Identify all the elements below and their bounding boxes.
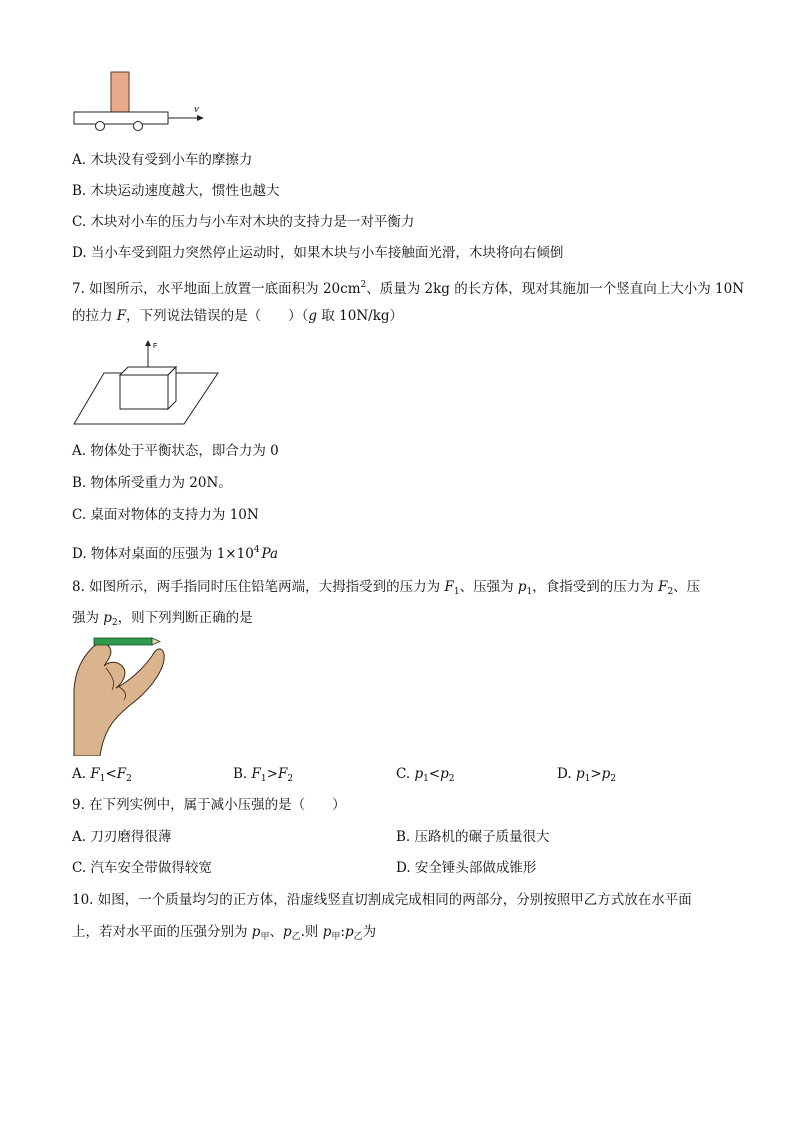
text-run: 8. 如图所示，两手指同时压住铅笔两端，大拇指受到的压力为 bbox=[72, 579, 445, 595]
q6-option-d: D. 当小车受到阻力突然停止运动时，如果木块与小车接触面光滑，木块将向右倾倒 bbox=[72, 245, 564, 261]
text-run: 乙 bbox=[291, 932, 301, 942]
q7-option-c: C. 桌面对物体的支持力为 10N bbox=[72, 507, 259, 523]
text-run: 上，若对水平面的压强分别为 bbox=[72, 924, 252, 940]
q7-stem-2-g: g bbox=[308, 308, 318, 324]
cart-figure bbox=[70, 68, 210, 134]
q7-stem-2a: 的拉力 bbox=[72, 308, 117, 324]
text-run: 1 bbox=[423, 774, 429, 784]
text-run: 2 bbox=[667, 587, 674, 597]
q8-option-b bbox=[233, 765, 293, 788]
text-run: 强为 bbox=[72, 610, 104, 626]
q8-stem-line2 bbox=[72, 609, 253, 632]
text-run: C. bbox=[396, 766, 415, 782]
text-run: F bbox=[90, 766, 100, 782]
text-run: F bbox=[658, 579, 668, 595]
text-run: p bbox=[601, 766, 611, 782]
text-run: p bbox=[344, 924, 354, 940]
text-run: F bbox=[251, 766, 261, 782]
text-run: : bbox=[340, 924, 345, 940]
cart-wheel-left bbox=[96, 122, 105, 131]
box-figure bbox=[72, 338, 222, 428]
q7-stem-1a: 7. 如图所示，水平地面上放置一底面积为 20cm bbox=[72, 281, 361, 297]
hand-pencil-figure bbox=[72, 632, 166, 756]
q8-option-a bbox=[72, 765, 132, 788]
text-run: F bbox=[277, 766, 288, 782]
text-run: p bbox=[575, 766, 585, 782]
cart-body bbox=[74, 112, 168, 124]
q7-option-d-value: 1×10 bbox=[216, 546, 254, 562]
text-run: 1 bbox=[260, 774, 267, 784]
text-run: 、压强为 bbox=[459, 579, 518, 595]
q9-stem: 9. 在下列实例中，属于减小压强的是（ ） bbox=[72, 797, 346, 813]
q7-stem-1b: 、质量为 2kg 的长方体，现对其施加一个竖直向上大小为 10N bbox=[366, 281, 745, 297]
text-run: 为 bbox=[362, 924, 377, 940]
q10-stem-line2 bbox=[72, 923, 376, 946]
text-run: 1 bbox=[453, 587, 460, 597]
text-run: 1 bbox=[526, 587, 533, 597]
pencil-tip bbox=[152, 638, 160, 645]
box-front bbox=[120, 375, 168, 409]
force-arrow-head bbox=[145, 340, 151, 346]
q6-option-a: A. 木块没有受到小车的摩擦力 bbox=[72, 152, 253, 168]
wooden-block bbox=[111, 72, 129, 112]
text-run: 甲 bbox=[331, 932, 341, 942]
q6-option-b: B. 木块运动速度越大，惯性也越大 bbox=[72, 183, 280, 199]
q7-stem-line1 bbox=[72, 276, 744, 298]
text-run: 2 bbox=[111, 618, 118, 628]
text-run: .则 bbox=[300, 924, 323, 940]
q7-option-d-unit: Pa bbox=[261, 546, 279, 562]
q7-stem-2-F: F bbox=[116, 308, 127, 324]
text-run: p bbox=[414, 766, 424, 782]
text-run: 甲 bbox=[260, 932, 270, 942]
q7-stem-1-sup: 2 bbox=[360, 280, 367, 290]
text-run: < bbox=[428, 766, 441, 782]
text-run: D. bbox=[557, 766, 576, 782]
text-run: B. bbox=[233, 766, 252, 782]
text-run: p bbox=[251, 924, 261, 940]
q9-option-a: A. 刀刃磨得很薄 bbox=[72, 829, 172, 845]
text-run: 乙 bbox=[353, 932, 363, 942]
text-run: > bbox=[590, 766, 602, 782]
q8-option-c bbox=[396, 765, 455, 788]
q7-option-b: B. 物体所受重力为 20N。 bbox=[72, 475, 232, 491]
text-run: 2 bbox=[448, 774, 455, 784]
text-run: > bbox=[266, 766, 278, 782]
text-run: p bbox=[322, 924, 332, 940]
force-label: F bbox=[153, 343, 158, 350]
text-run: p bbox=[440, 766, 449, 782]
text-run: F bbox=[116, 766, 127, 782]
q10-stem-line1: 10. 如图，一个质量均匀的正方体，沿虚线竖直切割成完成相同的两部分，分别按照甲乙方式放在水平面 bbox=[72, 892, 692, 908]
pencil-body bbox=[94, 638, 152, 645]
text-run: p bbox=[282, 924, 292, 940]
hand-shape bbox=[74, 643, 164, 756]
text-run: 2 bbox=[126, 774, 132, 784]
q9-option-b: B. 压路机的碾子质量很大 bbox=[396, 829, 550, 845]
text-run: 2 bbox=[610, 774, 617, 784]
text-run: F bbox=[444, 579, 454, 595]
q7-option-d-exp: 4 bbox=[253, 545, 260, 555]
text-run: ，则下列判断正确的是 bbox=[117, 610, 253, 626]
text-run: 2 bbox=[287, 774, 294, 784]
q7-option-d bbox=[72, 541, 278, 563]
cart-wheel-right bbox=[134, 122, 143, 131]
text-run: ，食指受到的压力为 bbox=[532, 579, 659, 595]
q6-option-c: C. 木块对小车的压力与小车对木块的支持力是一对平衡力 bbox=[72, 214, 415, 230]
q7-stem-line2 bbox=[72, 307, 403, 325]
q9-option-c: C. 汽车安全带做得较宽 bbox=[72, 860, 212, 876]
q9-option-d: D. 安全锤头部做成锥形 bbox=[396, 860, 537, 876]
q7-option-d-prefix: D. 物体对桌面的压强为 bbox=[72, 546, 217, 562]
text-run: p bbox=[517, 579, 527, 595]
q7-stem-2b: ，下列说法错误的是（ ）（ bbox=[126, 308, 309, 324]
text-run: < bbox=[105, 766, 117, 782]
text-run: A. bbox=[72, 766, 91, 782]
text-run: 1 bbox=[584, 774, 591, 784]
q8-option-d bbox=[557, 765, 616, 788]
text-run: 、 bbox=[269, 924, 283, 940]
text-run: 1 bbox=[99, 774, 106, 784]
text-run: 、压 bbox=[673, 579, 701, 595]
q7-stem-2c: 取 10N/kg） bbox=[317, 308, 404, 324]
velocity-arrow-head bbox=[197, 115, 204, 121]
q7-option-a: A. 物体处于平衡状态，即合力为 0 bbox=[72, 443, 279, 459]
q8-stem-line1 bbox=[72, 578, 700, 601]
text-run: p bbox=[103, 610, 112, 626]
velocity-label: v bbox=[194, 103, 199, 115]
box-top bbox=[120, 367, 176, 375]
box-side bbox=[168, 367, 176, 409]
